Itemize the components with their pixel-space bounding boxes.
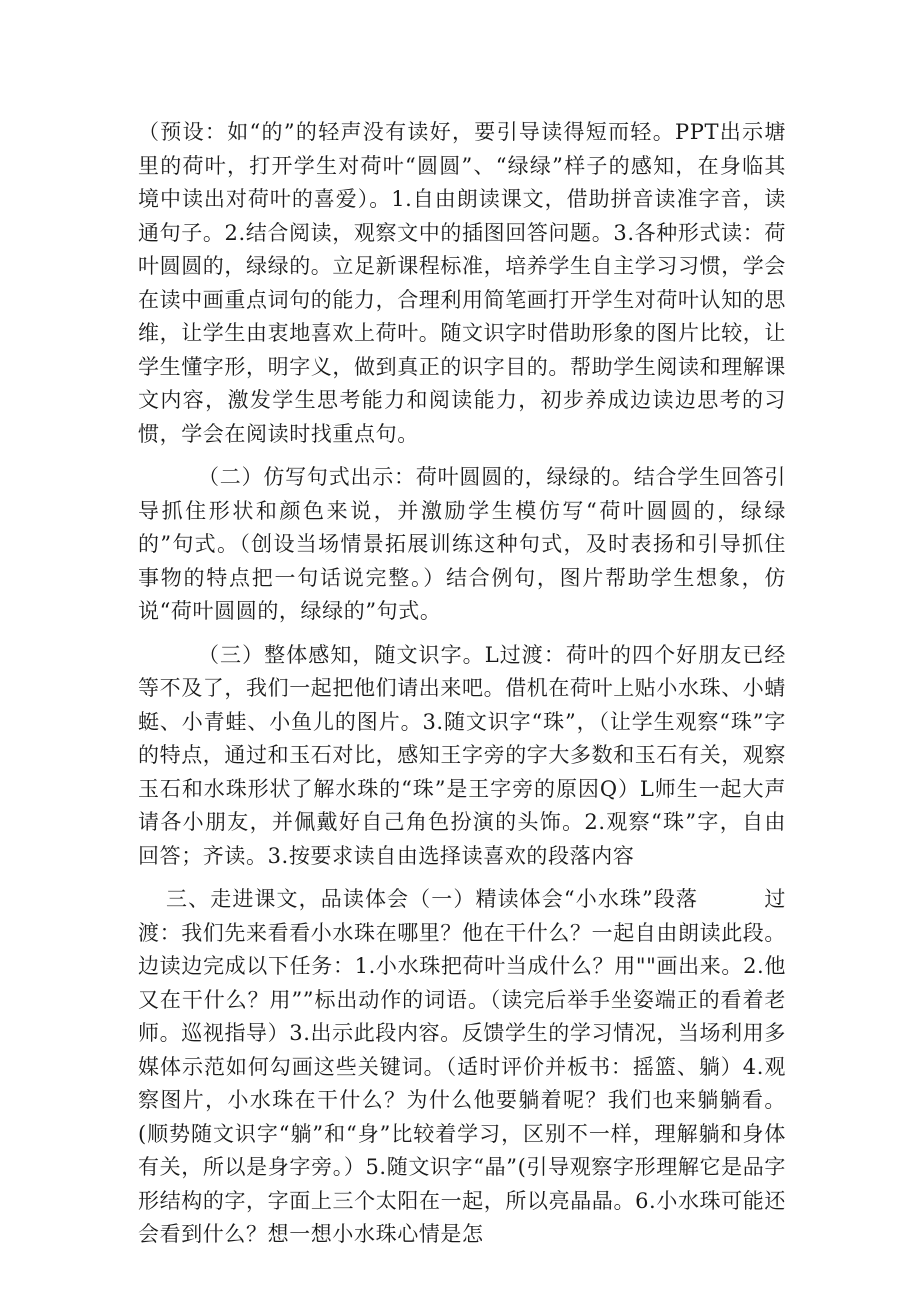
paragraph-spacer: [138, 873, 786, 883]
paragraph-spacer: [138, 451, 786, 461]
paragraph-preset-reading: （预设：如“的”的轻声没有读好，要引导读得短而轻。PPT出示塘里的荷叶，打开学生对荷叶“圆圆”、“绿绿”样子的感知，在身临其境中读出对荷叶的喜爱）。1.自由朗读课文，借助拼音读准字音，读通句子。2.结合阅读，观察文中的插图回答问题。3.各种形式读：荷叶圆圆的，绿绿的。立足新课程标准，培养学生自主学习习惯，学会在读中画重点词句的能力，合理利用简笔画打开学生对荷叶认知的思维，让学生由衷地喜欢上荷叶。随文识字时借助形象的图片比较，让学生懂字形，明字义，做到真正的识字目的。帮助学生阅读和理解课文内容，激发学生思考能力和阅读能力，初步养成边读边思考的习惯，学会在阅读时找重点句。: [138, 120, 786, 446]
paragraph-close-reading: 三、走进课文，品读体会（一）精读体会“小水珠”段落 过渡：我们先来看看小水珠在哪里？他在干什么？一起自由朗读此段。边读边完成以下任务：1.小水珠把荷叶当成什么？用""画出来。2.他又在干什么？用””标出动作的词语。（读完后举手坐姿端正的看着老师。巡视指导）3.出示此段内容。反馈学生的学习情况，当场利用多媒体示范如何勾画这些关键词。（适时评价并板书：摇篮、躺）4.观察图片，小水珠在干什么？为什么他要躺着呢？我们也来躺躺看。(顺势随文识字“躺”和“身”比较着学习，区别不一样，理解躺和身体有关，所以是身字旁。）5.随文识字“晶”(引导观察字形理解它是品字形结构的字，字面上三个太阳在一起，所以亮晶晶。6.小水珠可能还会看到什么？想一想小水珠心情是怎: [138, 887, 786, 1246]
paragraph-overall-perception: （三）整体感知，随文识字。L过渡：荷叶的四个好朋友已经等不及了，我们一起把他们请出来吧。借机在荷叶上贴小水珠、小蜻蜓、小青蛙、小鱼儿的图片。3.随文识字“珠”，（让学生观察“珠”字的特点，通过和玉石对比，感知王字旁的字大多数和玉石有关，观察玉石和水珠形状了解水珠的“珠”是王字旁的原因Q）L师生一起大声请各小朋友，并佩戴好自己角色扮演的头饰。2.观察“珠”字，自由回答；齐读。3.按要求读自由选择读喜欢的段落内容: [138, 642, 786, 868]
paragraph-spacer: [138, 629, 786, 639]
document-body: [138, 116, 786, 1252]
paragraph-imitation-writing: （二）仿写句式出示：荷叶圆圆的，绿绿的。结合学生回答引导抓住形状和颜色来说，并激励学生模仿写“荷叶圆圆的，绿绿的”句式。（创设当场情景拓展训练这种句式，及时表扬和引导抓住事物的特点把一句话说完整。）结合例句，图片帮助学生想象，仿说“荷叶圆圆的，绿绿的”句式。: [138, 465, 786, 623]
